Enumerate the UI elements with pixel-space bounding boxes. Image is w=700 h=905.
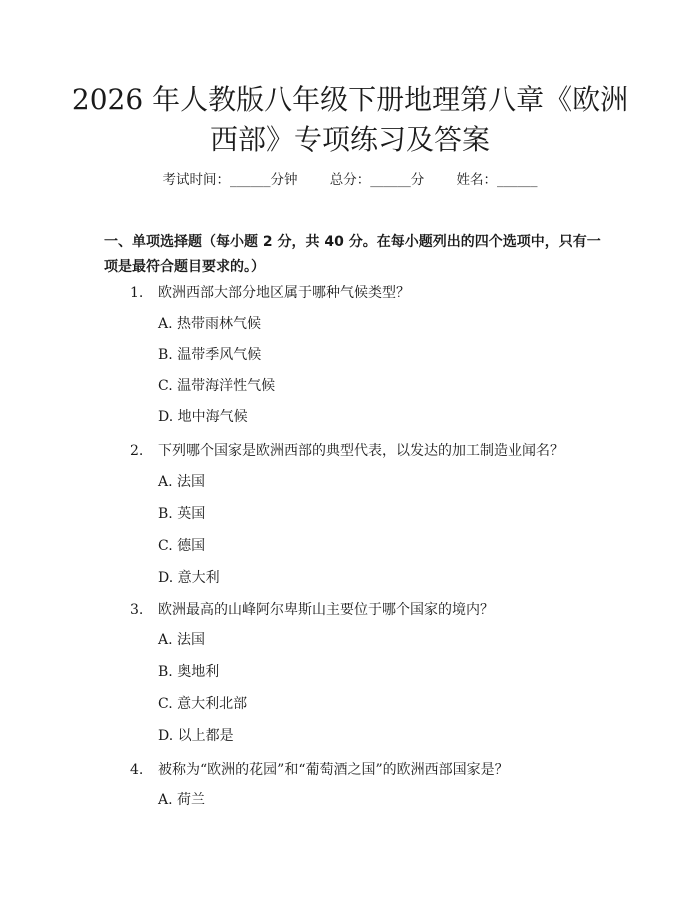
option: D. 地中海气候 — [158, 409, 248, 425]
question-number: 4. — [130, 762, 144, 778]
option: C. 德国 — [158, 538, 206, 554]
section-heading: 一、单项选择题（每小题 2 分，共 40 分。在每小题列出的四个选项中，只有一项是最符合题目要求的。） — [104, 234, 601, 275]
exam-time: 考试时间：______分钟 — [162, 172, 298, 188]
option: B. 英国 — [158, 506, 206, 522]
option: D. 意大利 — [158, 570, 220, 586]
title-line-1: 2026 年人教版八年级下册地理第八章《欧洲 — [71, 83, 629, 116]
question-number: 2. — [130, 443, 144, 459]
question-text: 欧洲西部大部分地区属于哪种气候类型？ — [158, 285, 410, 301]
option: B. 奥地利 — [158, 664, 220, 680]
option: A. 荷兰 — [158, 792, 206, 808]
question-number: 1. — [130, 285, 144, 301]
option: C. 意大利北部 — [158, 696, 248, 712]
page-title — [60, 80, 640, 160]
question-text: 下列哪个国家是欧洲西部的典型代表，以发达的加工制造业闻名？ — [158, 443, 564, 459]
option: B. 温带季风气候 — [158, 347, 262, 363]
total-score: 总分：______分 — [329, 172, 425, 188]
title-line-2: 西部》专项练习及答案 — [209, 123, 490, 156]
option: D. 以上都是 — [158, 728, 234, 744]
option: A. 热带雨林气候 — [158, 316, 262, 332]
question-number: 3. — [130, 602, 144, 618]
exam-meta — [0, 168, 700, 188]
option: A. 法国 — [158, 474, 206, 490]
question-text: 被称为“欧洲的花园”和“葡萄酒之国”的欧洲西部国家是？ — [158, 762, 509, 778]
student-name: 姓名：______ — [456, 172, 538, 188]
question-text: 欧洲最高的山峰阿尔卑斯山主要位于哪个国家的境内？ — [158, 602, 494, 618]
option: C. 温带海洋性气候 — [158, 378, 276, 394]
option: A. 法国 — [158, 632, 206, 648]
